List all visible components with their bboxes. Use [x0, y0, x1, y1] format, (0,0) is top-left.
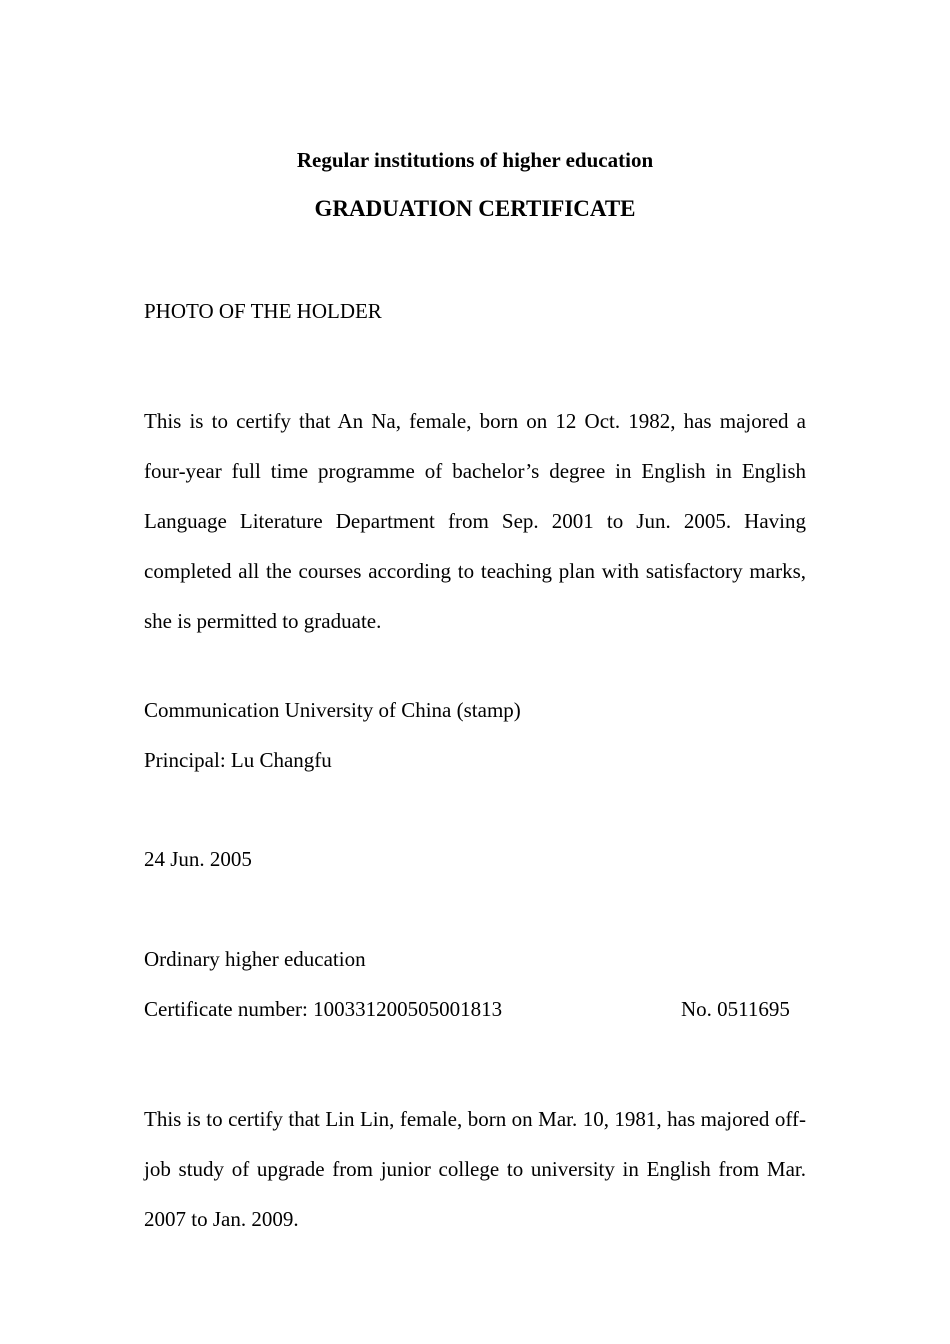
education-type: Ordinary higher education	[144, 947, 366, 971]
principal-name: Principal: Lu Changfu	[144, 748, 332, 772]
certificate-title: GRADUATION CERTIFICATE	[314, 196, 636, 221]
certificate-number: Certificate number: 100331200505001813	[144, 997, 503, 1021]
certification-paragraph: This is to certify that An Na, female, born on 12 Oct. 1982, has majored a four-year full time programme of bachelor’s degree in English in English Language Literature Department from Sep. 2001 to Jun. 2005. Having completed all the courses according to teaching plan with satisfactory marks, she is permitted to graduate.	[144, 409, 806, 633]
photo-placeholder-label: PHOTO OF THE HOLDER	[144, 299, 382, 323]
university-name: Communication University of China (stamp)	[144, 698, 521, 722]
issue-date: 24 Jun. 2005	[144, 847, 252, 871]
serial-number: No. 0511695	[681, 997, 790, 1021]
certificate-subtitle: Regular institutions of higher education	[296, 148, 654, 172]
second-certification-paragraph: This is to certify that Lin Lin, female, born on Mar. 10, 1981, has majored off-job study of upgrade from junior college to university in English from Mar. 2007 to Jan. 2009.	[144, 1107, 806, 1231]
